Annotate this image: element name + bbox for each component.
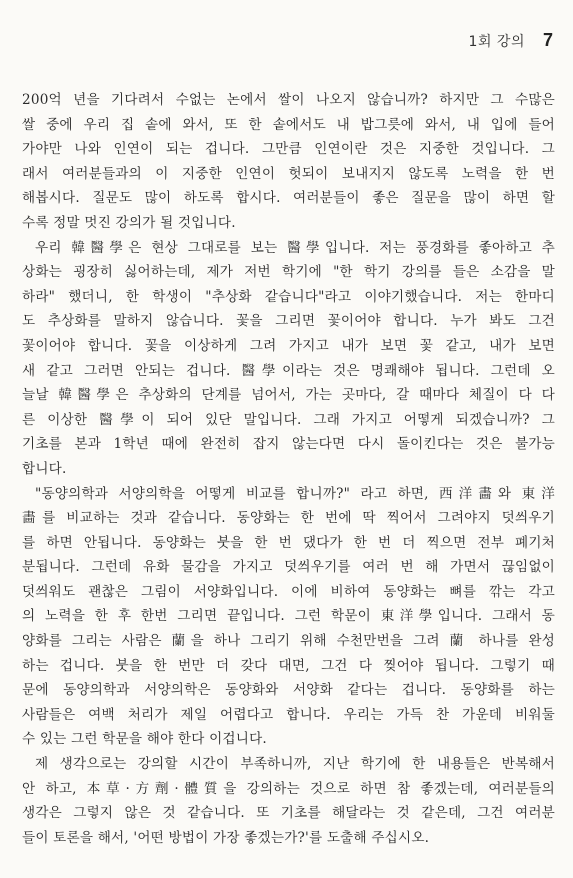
running-header — [469, 30, 553, 51]
text-line: 의 노력을 한 후 한번 그리면 끝입니다. 그런 학문이 東洋學입니다. 그래서 동 — [22, 608, 555, 625]
text-line: 도 추상화를 말하지 않습니다. 꽃을 그리면 꽃이어야 합니다. 누가 봐도 그건 — [22, 313, 555, 330]
paragraph — [22, 236, 555, 482]
text-line: 분됩니다. 그런데 유화 물감을 가지고 덧씌우기를 여러 번 해 가면서 끊임없이 — [22, 559, 555, 576]
text-line: 쌀 중에 우리 집 솥에 와서, 또 한 솥에서도 내 밥그릇에 와서, 내 입에 들어 — [22, 116, 555, 133]
paragraph — [22, 88, 555, 236]
text-line: 가야만 나와 인연이 되는 겁니다. 그만큼 인연이란 것은 지중한 것입니다. 그 — [22, 141, 555, 158]
text-line: 생각은 그렇지 않은 것 같습니다. 또 기초를 해달라는 것 같은데, 그건 여러분 — [22, 805, 555, 822]
text-line: 200억 년을 기다려서 수없는 논에서 쌀이 나오지 않습니까? 하지만 그 수많은 — [22, 92, 555, 108]
text-line: 양화를 그리는 사람은 蘭을 하나 그리기 위해 수천만번을 그려 蘭 하나를 완성 — [22, 633, 555, 650]
text-line: 제 생각으로는 강의할 시간이 부족하니까, 지난 학기에 한 내용들은 반복해서 — [35, 756, 555, 773]
text-line: 들이 토론을 해서, '어떤 방법이 가장 좋겠는가?'를 도출해 주십시오. — [22, 829, 430, 846]
text-line: 안 하고, 本草·方劑·體質을 강의하는 것으로 하면 참 좋겠는데, 여러분들의 — [22, 780, 555, 797]
text-line: 수 있는 그런 학문을 해야 한다 이겁니다. — [22, 731, 267, 748]
text-line: 하는 겁니다. 붓을 한 번만 더 갖다 대면, 그건 다 찢어야 됩니다. 그렇기 때 — [22, 657, 555, 674]
text-line: 기초를 본과 1학년 때에 완전히 잡지 않는다면 다시 돌이킨다는 것은 불가능 — [22, 436, 555, 453]
text-line: 우리 韓醫學은 현상 그대로를 보는 醫學입니다. 저는 풍경화를 좋아하고 추 — [35, 239, 555, 256]
body-text — [22, 88, 555, 850]
text-line: 상화는 굉장히 싫어하는데, 제가 저번 학기에 "한 학기 강의를 들은 소감을 말 — [22, 264, 555, 281]
lecture-label: 1회 강의 — [468, 34, 525, 50]
text-line: 사람들은 여백 처리가 제일 어렵다고 합니다. 우리는 가득 찬 가운데 비워둘 — [22, 706, 555, 723]
text-line: 해봅시다. 질문도 많이 하도록 합시다. 여러분들이 좋은 질문을 많이 하면 할 — [22, 190, 555, 207]
text-line: 畵를 비교하는 것과 같습니다. 동양화는 한 번에 딱 찍어서 그려야지 덧씌우기 — [22, 510, 555, 527]
paragraph — [22, 482, 555, 753]
text-line: 덧씌워도 괜찮은 그림이 서양화입니다. 이에 비하여 동양화는 뼈를 깎는 각고 — [22, 583, 555, 600]
text-line: 른 이상한 醫學이 되어 있단 말입니다. 그래 가지고 어떻게 되겠습니까? 그 — [22, 411, 555, 428]
text-line: 문에 동양의학과 서양의학은 동양화와 서양화 같다는 겁니다. 동양화를 하는 — [22, 682, 555, 699]
text-line: 꽃이어야 합니다. 꽃을 이상하게 그려 가지고 내가 보면 꽃 같고, 내가 보면 — [22, 337, 555, 354]
text-line: 새 같고 그러면 안되는 겁니다. 醫學이라는 것은 명쾌해야 됩니다. 그런데 오 — [22, 362, 555, 379]
text-line: 래서 여러분들과의 이 지중한 인연이 헛되이 보내지지 않도록 노력을 한 번 — [22, 165, 555, 182]
text-line: 하라" 했더니, 한 학생이 "추상화 같습니다"라고 이야기했습니다. 저는 한마디 — [22, 288, 555, 305]
text-line: 를 하면 안됩니다. 동양화는 붓을 한 번 댔다가 한 번 더 찍으면 전부 폐기처 — [22, 534, 555, 551]
text-line: 합니다. — [22, 460, 67, 477]
text-line: "동양의학과 서양의학을 어떻게 비교를 합니까?" 라고 하면, 西洋畵와 東洋 — [35, 485, 555, 502]
text-line: 수록 정말 멋진 강의가 될 것입니다. — [22, 214, 236, 231]
paragraph — [22, 752, 555, 850]
page-number: 7 — [542, 30, 553, 50]
text-line: 늘날 韓醫學은 추상화의 단계를 넘어서, 가는 곳마다, 갈 때마다 체질이 다 다 — [22, 387, 555, 404]
